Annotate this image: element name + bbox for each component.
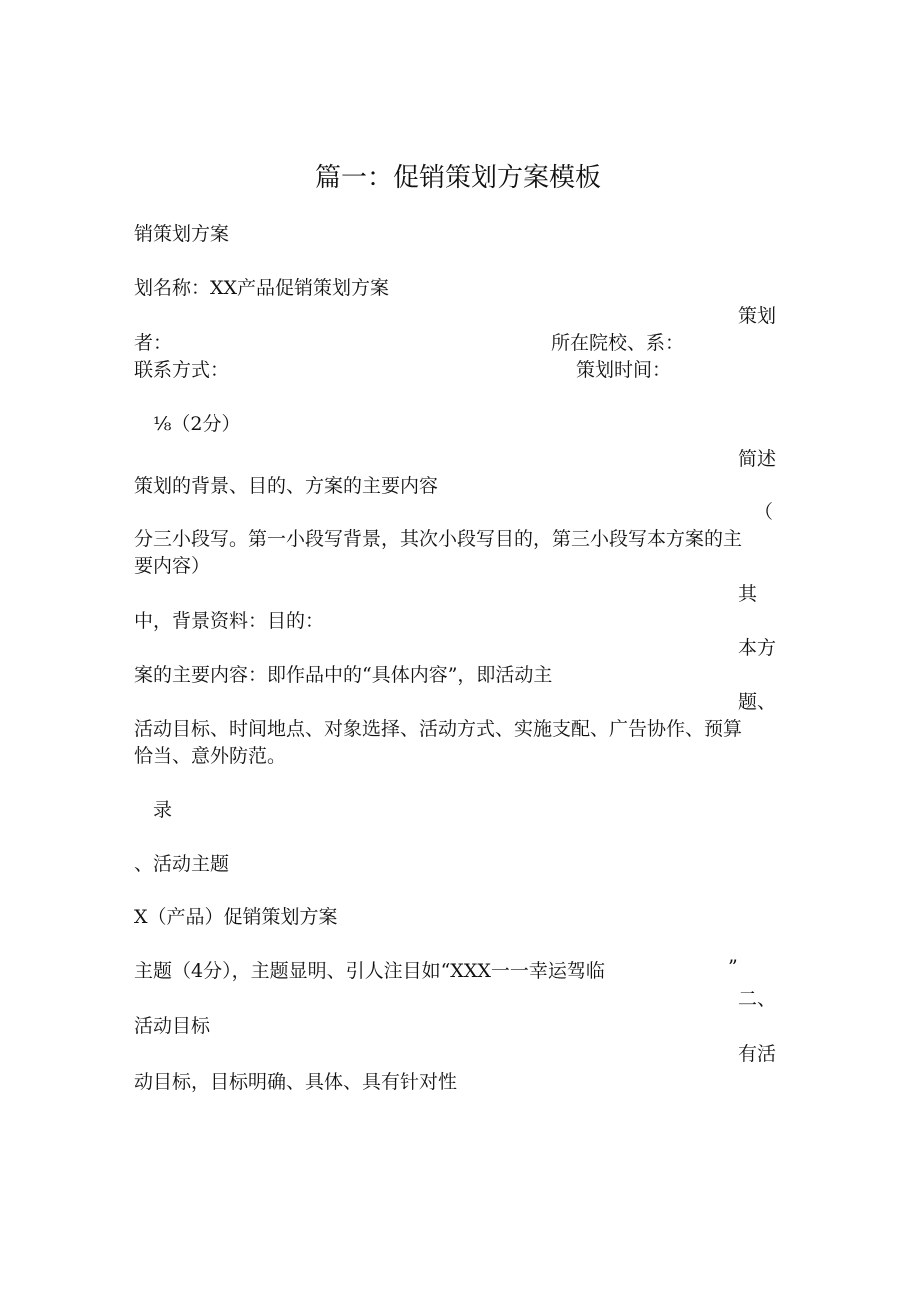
paragraph-line: 动目标，目标明确、具体、具有针对性: [134, 1071, 458, 1093]
paragraph-line: 策划的背景、目的、方案的主要内容: [134, 475, 439, 497]
school-label: 所在院校、系：: [551, 332, 685, 354]
paragraph-line: 活动目标、时间地点、对象选择、活动方式、实施支配、广告协作、预算: [134, 718, 743, 740]
score-note: ⅛（2分）: [153, 413, 241, 435]
document-title: 篇一：促销策划方案模板: [315, 163, 602, 193]
text-fragment: 策划: [738, 305, 777, 327]
paragraph-line: 中，背景资料：目的：: [134, 610, 325, 632]
plan-time-label: 策划时间：: [576, 359, 672, 381]
author-label: 者：: [134, 332, 173, 354]
paragraph-line: 主题（4分），主题显明、引人注目如“XXX一一幸运驾临: [134, 960, 605, 982]
text-fragment: 有活: [738, 1043, 777, 1065]
text-fragment: 题、: [738, 691, 777, 713]
section-heading: 活动目标: [134, 1015, 211, 1037]
paragraph-line: 恰当、意外防范。: [134, 745, 287, 767]
paragraph-line: 分三小段写。第一小段写背景，其次小段写目的，第三小段写本方案的主: [134, 528, 743, 550]
section-heading: 、活动主题: [134, 853, 230, 875]
text-fragment: 简述: [738, 448, 777, 470]
paragraph-line: X（产品）促销策划方案: [134, 906, 338, 928]
paragraph-line: 案的主要内容：即作品中的“具体内容”，即活动主: [134, 664, 553, 686]
text-fragment: 二、: [738, 988, 777, 1010]
text-fragment: ”: [728, 956, 738, 978]
section-marker: 录: [153, 799, 173, 821]
text-fragment: 其: [738, 583, 758, 605]
text-fragment: （: [754, 501, 774, 523]
plan-name-line: 划名称：XX产品促销策划方案: [134, 277, 390, 299]
heading-plan: 销策划方案: [134, 223, 230, 245]
paragraph-line: 要内容）: [134, 555, 211, 577]
contact-label: 联系方式：: [134, 359, 230, 381]
text-fragment: 本方: [738, 637, 777, 659]
